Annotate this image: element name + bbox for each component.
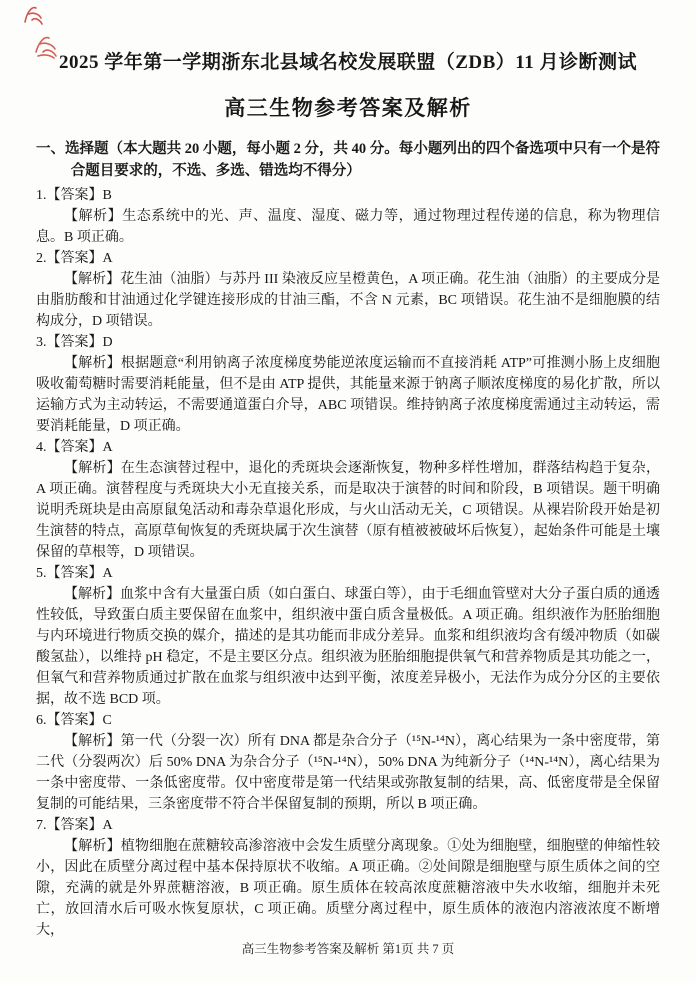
analysis-paragraph (36, 206, 660, 248)
analysis-text: 生态系统中的光、声、温度、湿度、磁力等，通过物理过程传递的信息，称为物理信息。B 项正确。 (36, 209, 661, 245)
answer-letter: A (102, 440, 113, 455)
answer-label: 【答案】 (46, 566, 103, 581)
analysis-paragraph (36, 731, 660, 815)
answer-letter: B (102, 188, 112, 203)
section-header: 一、选择题（本大题共 20 小题，每小题 2 分，共 40 分。每小题列出的四个备选项中只有一个是符合题目要求的，不选、多选、错选均不得分） (36, 141, 660, 179)
analysis-text: 花生油（油脂）与苏丹 III 染液反应呈橙黄色，A 项正确。花生油（油脂）的主要成分是由脂肪酸和甘油通过化学键连接形成的甘油三酯，不含 N 元素，BC 项错误。花生油不是细胞膜的结构成分，D 项错误。 (36, 272, 661, 329)
analysis-text: 血浆中含有大量蛋白质（如白蛋白、球蛋白等），由于毛细血管壁对大分子蛋白质的通透性较低，导致蛋白质主要保留在血浆中，组织液中蛋白质含量极低。A 项正确。组织液作为胚胎细胞与内环境进行物质交换的媒介，描述的是其功能而非成分差异。血浆和组织液均含有缓冲物质（如碳酸氢盐），以维持 pH 稳定，不是主要区分点。组织液为胚胎细胞提供氧气和营养物质是其功能之一，但氧气和营养物质通过扩散在血浆与组织液中达到平衡，浓度差异极小，无法作为成分分区的主要依据，故不选 BCD 项。 (36, 587, 661, 707)
item-number: 5. (36, 566, 47, 581)
answer-item-3 (36, 332, 660, 437)
answer-items (36, 185, 660, 941)
analysis-text: 根据题意“利用钠离子浓度梯度势能逆浓度运输而不直接消耗 ATP”可推测小肠上皮细胞吸收葡萄糖时需要消耗能量，但不是由 ATP 提供，其能量来源于钠离子顺浓度梯度的易化扩散，所以运输方式为主动转运，不需要通道蛋白介导，ABC 项错误。维持钠离子浓度梯度需通过主动转运，需要消耗能量，D 项正确。 (36, 356, 661, 434)
item-number: 3. (36, 335, 47, 350)
answer-line (36, 332, 660, 353)
answer-item-6 (36, 710, 660, 815)
answer-item-4 (36, 437, 660, 563)
analysis-text: 在生态演替过程中，退化的秃斑块会逐渐恢复，物种多样性增加，群落结构趋于复杂，A 项正确。演替程度与秃斑块大小无直接关系，而是取决于演替的时间和阶段，B 项错误。题干明确说明秃斑块是由高原鼠兔活动和毒杂草退化形成，与火山活动无关，C 项错误。从裸岩阶段开始是初生演替的特点，高原草甸恢复的秃斑块属于次生演替（原有植被被破坏后恢复），起始条件可能是土壤保留的草根等，D 项错误。 (36, 461, 660, 560)
analysis-paragraph (36, 836, 660, 941)
analysis-paragraph (36, 584, 660, 710)
answer-label: 【答案】 (46, 335, 103, 350)
answer-line (36, 437, 660, 458)
answer-label: 【答案】 (46, 440, 103, 455)
answer-item-1 (36, 185, 660, 248)
answer-line (36, 815, 660, 836)
answer-item-5 (36, 563, 660, 710)
analysis-text: 植物细胞在蔗糖较高渗溶液中会发生质壁分离现象。①处为细胞壁，细胞壁的伸缩性较小，因此在质壁分离过程中基本保持原状不收缩。A 项正确。②处间隙是细胞壁与原生质体之间的空隙，充满的就是外界蔗糖溶液，B 项正确。原生质体在较高浓度蔗糖溶液中失水收缩，细胞并未死亡，放回清水后可吸水恢复原状，C 项正确。质壁分离过程中，原生质体的液泡内溶液浓度不断增大， (36, 839, 660, 938)
answer-letter: A (102, 566, 113, 581)
analysis-label: 【解析】 (64, 839, 121, 854)
analysis-text: 第一代（分裂一次）所有 DNA 都是杂合分子（¹⁵N-¹⁴N），离心结果为一条中密度带，第二代（分裂两次）后 50% DNA 为杂合分子（¹⁵N-¹⁴N），50% DNA 为纯新分子（¹⁴N-¹⁴N），离心结果为一条中密度带、一条低密度带。仅中密度带是第一代结果或弥散复制的结果，高、低密度带是全保留复制的可能结果，三条密度带不符合半保留复制的预期，所以 B 项正确。 (36, 734, 660, 812)
answer-item-2 (36, 248, 660, 332)
analysis-label: 【解析】 (64, 587, 121, 602)
item-number: 4. (36, 440, 47, 455)
answer-letter: A (102, 251, 113, 266)
analysis-paragraph (36, 353, 660, 437)
answer-line (36, 248, 660, 269)
item-number: 2. (36, 251, 47, 266)
analysis-label: 【解析】 (64, 461, 121, 476)
answer-label: 【答案】 (46, 713, 103, 728)
document-title: 2025 学年第一学期浙东北县域名校发展联盟（ZDB）11 月诊断测试 (58, 52, 638, 73)
answer-letter: D (102, 335, 113, 350)
item-number: 7. (36, 818, 47, 833)
answer-label: 【答案】 (46, 188, 103, 203)
item-number: 6. (36, 713, 47, 728)
analysis-label: 【解析】 (64, 272, 121, 287)
answer-letter: C (102, 713, 112, 728)
red-pen-mark-icon (20, 2, 48, 30)
analysis-label: 【解析】 (64, 209, 123, 224)
answer-item-7 (36, 815, 660, 941)
answer-label: 【答案】 (46, 251, 103, 266)
item-number: 1. (36, 188, 47, 203)
analysis-paragraph (36, 458, 660, 563)
answer-letter: A (102, 818, 113, 833)
answer-line (36, 710, 660, 731)
document-subtitle: 高三生物参考答案及解析 (224, 96, 472, 120)
analysis-label: 【解析】 (64, 734, 121, 749)
analysis-label: 【解析】 (64, 356, 121, 371)
answer-line (36, 185, 660, 206)
analysis-paragraph (36, 269, 660, 332)
answer-line (36, 563, 660, 584)
answer-label: 【答案】 (46, 818, 103, 833)
page-footer: 高三生物参考答案及解析 第1页 共 7 页 (241, 942, 455, 956)
